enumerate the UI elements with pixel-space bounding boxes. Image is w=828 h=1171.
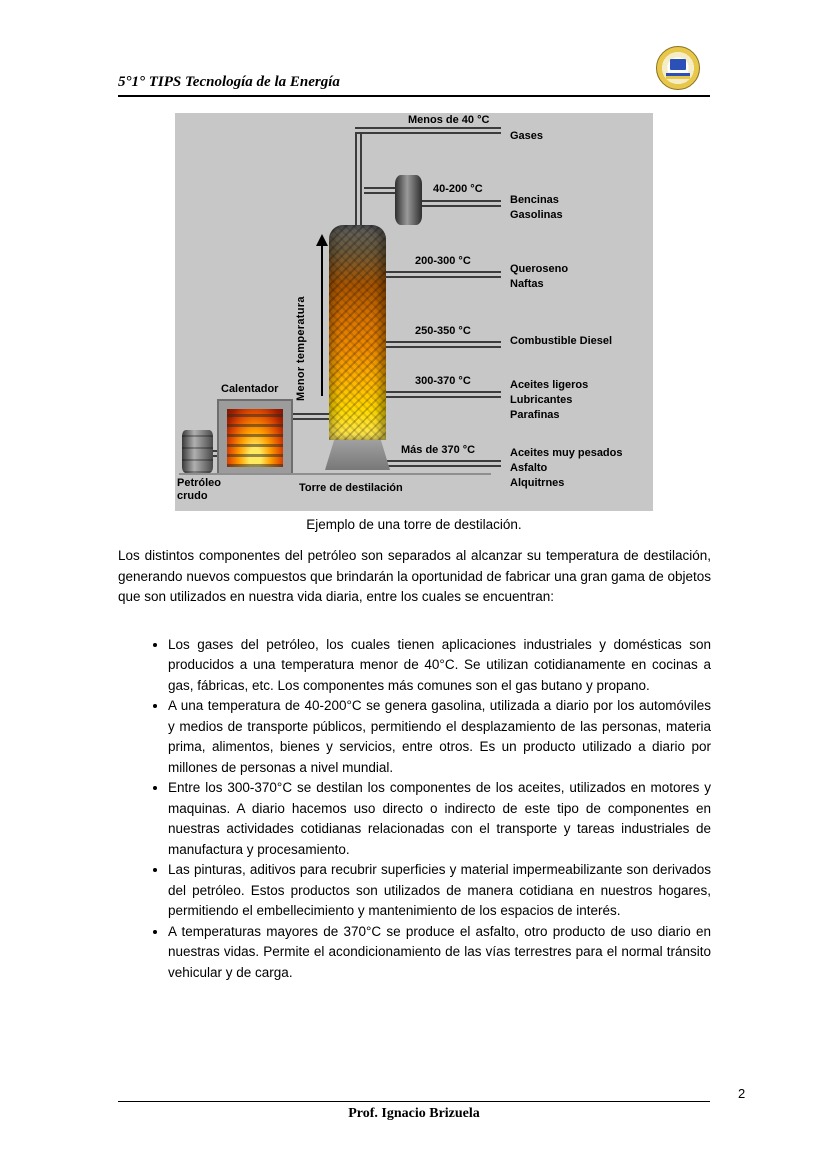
pipe-heater-to-tower — [291, 413, 331, 420]
temperature-axis-arrow-line — [321, 246, 323, 396]
product-label-queroseno: Queroseno — [510, 263, 569, 275]
temp-label-diesel: 250-350 °C — [415, 325, 471, 337]
product-label-gases: Gases — [510, 130, 544, 142]
temp-label-bencinas: 40-200 °C — [433, 183, 483, 195]
up-arrow-icon — [316, 234, 328, 246]
pipe-pesados — [379, 460, 501, 467]
product-label-aceites-ligeros: Aceites ligeros — [510, 379, 589, 391]
bullet-item-asfalto: • A temperaturas mayores de 370°C se produce el asfalto, otro producto de uso diario en nuestras vidas. Permite el acondicionamiento de las vías terrestres para el normal tránsito vehicular y de carga. — [168, 922, 711, 984]
distillation-tower — [329, 225, 386, 440]
product-label-parafinas: Parafinas — [510, 409, 560, 421]
product-label-bencinas: Bencinas — [510, 194, 559, 206]
pipe-bencinas — [421, 200, 501, 207]
pipe-queroseno — [385, 271, 501, 278]
condenser-vessel — [395, 175, 422, 225]
product-label-pesados: Aceites muy pesados — [510, 447, 623, 459]
product-label-naftas: Naftas — [510, 278, 544, 290]
product-label-asfalto: Asfalto — [510, 462, 548, 474]
bullet-list — [118, 635, 711, 984]
product-label-alquitrnes: Alquitrnes — [510, 477, 565, 489]
bullet-item-pinturas: • Las pinturas, aditivos para recubrir superficies y material impermeabilizante son derivados del petróleo. Estos productos son utilizados de manera cotidiana en nuestros hogares, permitiendo el embellecimiento y mantenimiento de los espacios de interés. — [168, 860, 711, 922]
temp-label-pesados: Más de 370 °C — [401, 444, 476, 456]
product-label-diesel: Combustible Diesel — [510, 335, 613, 347]
intro-paragraph: Los distintos componentes del petróleo son separados al alcanzar su temperatura de destilación, generando nuevos compuestos que brindarán la oportunidad de fabricar una gran gama de objetos que son utilizados en nuestra vida diaria, entre los cuales se encuentran: — [118, 548, 711, 604]
school-logo-emblem — [670, 59, 686, 70]
distillation-diagram — [175, 113, 653, 511]
pipe-gases — [355, 127, 501, 134]
crude-oil-barrel — [182, 430, 213, 473]
pipe-condenser-inlet — [364, 187, 397, 194]
page-number: 2 — [738, 1086, 746, 1101]
body-text — [118, 546, 711, 983]
bullet-item-gasolina: • A una temperatura de 40-200°C se genera gasolina, utilizada a diario por los automóviles y medios de transporte públicos, permitiendo el desplazamiento de las personas, materia prima, alimentos, bienes y servicios, entre otros. Es un producto utilizado a diario por millones de personas a nivel mundial. — [168, 696, 711, 778]
tower-label: Torre de destilación — [299, 482, 403, 494]
tower-base — [325, 440, 390, 470]
temp-label-gases: Menos de 40 °C — [408, 114, 490, 126]
product-label-gasolinas: Gasolinas — [510, 209, 563, 221]
product-label-lubricantes: Lubricantes — [510, 394, 573, 406]
crude-oil-label: Petróleo crudo — [177, 477, 222, 502]
bullet-item-aceites: • Entre los 300-370°C se destilan los componentes de los aceites, utilizados en motores y maquinas. A diario hacemos uso directo o indirecto de este tipo de componentes en nuestras actividades cotidianas relacionadas con el transporte y tareas industriales de manufactura y procesamiento. — [168, 778, 711, 860]
pipe-diesel — [385, 341, 501, 348]
flame-icon — [227, 409, 283, 467]
school-logo — [656, 46, 700, 90]
figure-caption: Ejemplo de una torre de destilación. — [306, 517, 522, 532]
temp-label-queroseno: 200-300 °C — [415, 255, 471, 267]
temperature-axis-label: Menor temperatura — [295, 296, 307, 401]
school-logo-band-gold — [666, 76, 690, 79]
footer-rule — [118, 1101, 710, 1102]
heater — [217, 399, 293, 475]
bullet-item-gases: • Los gases del petróleo, los cuales tienen aplicaciones industriales y domésticas son producidos a una temperatura menor de 40°C. Se utilizan cotidianamente en cocinas a gas, fábricas, etc. Los componentes más comunes son el gas butano y propano. — [168, 635, 711, 697]
pipe-aceites — [385, 391, 501, 398]
ground-line — [179, 473, 491, 475]
pipe-gases-riser — [355, 127, 362, 225]
temp-label-aceites: 300-370 °C — [415, 375, 471, 387]
heater-label: Calentador — [221, 383, 279, 395]
footer-author: Prof. Ignacio Brizuela — [348, 1106, 480, 1121]
page-header-title: 5°1° TIPS Tecnología de la Energía — [118, 74, 340, 90]
header-rule — [118, 95, 710, 97]
